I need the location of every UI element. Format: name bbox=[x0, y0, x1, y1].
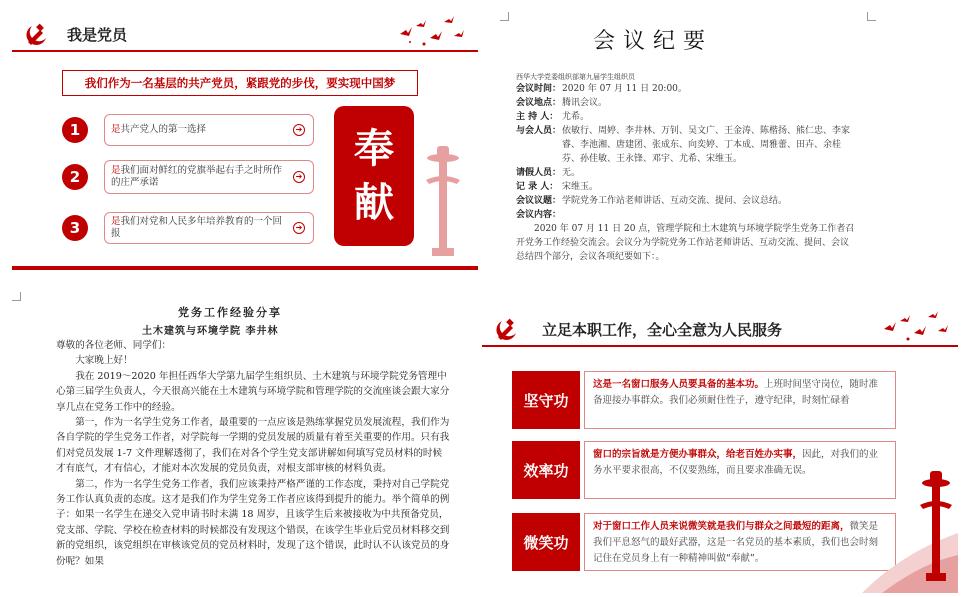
header-divider bbox=[12, 50, 478, 52]
body-paragraph: 第一，作为一名学生党务工作者，最重要的一点应该是熟练掌握党员发展流程，我们作为各自学院的学生党务工作者，对学院每一学期的党员发展的质量有着至关重要的作用。只有我们对党员发展 1-7 文件理解透彻了，我们在对各个学生党支部讲解如何填写党员材料的时候才有底气，才有信心，才能对本次发展的党员负责，对根支部审核的材料负责。 bbox=[56, 417, 450, 475]
skill-tag: 微笑功 bbox=[512, 513, 580, 571]
document-body bbox=[56, 338, 451, 569]
dedication-card bbox=[334, 106, 414, 246]
skill-lead: 窗口的宗旨就是方便办事群众，给老百姓办实事， bbox=[593, 449, 803, 460]
skill-row bbox=[512, 441, 896, 499]
field-row bbox=[516, 124, 856, 166]
field-row bbox=[516, 82, 856, 96]
arrow-right-icon[interactable]: ➔ bbox=[293, 171, 305, 183]
list-item bbox=[62, 114, 320, 146]
body-paragraph: 大家晚上好！ bbox=[75, 355, 133, 367]
footer-bar bbox=[12, 266, 478, 270]
item-number: 1 bbox=[62, 117, 88, 143]
birds-decoration-icon bbox=[874, 307, 954, 343]
skill-description bbox=[584, 513, 896, 571]
field-label: 会议内容： bbox=[516, 210, 562, 220]
field-label: 请假人员： bbox=[516, 168, 562, 178]
field-label: 会议地点： bbox=[516, 98, 562, 108]
slide-title: 我是党员 bbox=[67, 26, 128, 44]
item-box bbox=[104, 212, 314, 244]
slide-title: 立足本职工作，全心全意为人民服务 bbox=[542, 321, 783, 339]
field-value: 无。 bbox=[562, 168, 581, 178]
slide-i-am-party-member bbox=[12, 10, 478, 270]
card-char: 奉 bbox=[354, 125, 394, 172]
field-label: 记 录 人： bbox=[516, 182, 559, 192]
skill-tag: 效率功 bbox=[512, 441, 580, 499]
list-item bbox=[62, 212, 320, 244]
body-paragraph: 尊敬的各位老师、同学们： bbox=[56, 340, 172, 351]
skill-description bbox=[584, 371, 896, 429]
slogan-banner: 我们作为一名基层的共产党员，紧跟党的步伐，要实现中国梦 bbox=[62, 70, 418, 96]
item-highlight: 是 bbox=[111, 124, 121, 136]
field-row bbox=[516, 96, 856, 110]
party-emblem-icon bbox=[24, 22, 48, 46]
document-title: 党务工作经验分享 bbox=[178, 306, 282, 319]
arrow-right-icon[interactable]: ➔ bbox=[293, 222, 305, 234]
skill-text: 上班时间坚守岗位，随时准备迎接办事群众。我们必须耐住性子，遵守纪律，时刻忙碌着 bbox=[593, 379, 879, 406]
field-label: 会议时间： bbox=[516, 84, 562, 94]
list-item bbox=[62, 160, 320, 194]
field-label: 会议议题： bbox=[516, 196, 562, 206]
huabiao-pillar-icon bbox=[916, 463, 956, 583]
experience-sharing-document bbox=[12, 290, 456, 597]
field-row bbox=[516, 180, 856, 194]
item-highlight: 是 bbox=[111, 216, 121, 228]
header-divider bbox=[482, 345, 958, 347]
item-text: 我们面对鲜红的党旗举起右手之时所作的庄严承诺 bbox=[111, 165, 283, 188]
item-number: 2 bbox=[62, 164, 88, 190]
document-title: 会议纪要 bbox=[593, 29, 714, 54]
field-row bbox=[516, 208, 856, 222]
item-text: 共产党人的第一选择 bbox=[120, 124, 207, 136]
party-emblem-icon bbox=[494, 317, 518, 341]
minutes-paragraph: 2020 年 07 月 11 日 20 点，管理学院和土木建筑与环境学院学生党务工作者召开党务工作经验交流会。会议分为学院党务工作站老师讲话、互动交流、提问、会议总结四个部分，会议各项纪要如下：。 bbox=[516, 224, 855, 262]
skill-row bbox=[512, 371, 896, 429]
huabiao-pillar-icon bbox=[420, 140, 466, 260]
field-label: 与会人员： bbox=[516, 126, 562, 136]
item-box bbox=[104, 114, 314, 146]
page-corner-mark bbox=[500, 12, 509, 21]
field-value: 腾讯会议。 bbox=[562, 98, 608, 108]
item-text: 我们对党和人民多年培养教育的一个回报 bbox=[111, 216, 283, 239]
field-value: 2020 年 07 月 11 日 20:00。 bbox=[562, 84, 687, 94]
skill-text: 微笑是我们平息怒气的最好武器，这是一名党员的基本素质，我们也会时刻记住在党员身上有一种精神叫做“奉献”。 bbox=[593, 521, 879, 564]
item-highlight: 是 bbox=[111, 165, 121, 177]
skill-tag: 坚守功 bbox=[512, 371, 580, 429]
minutes-fields bbox=[516, 82, 856, 222]
skill-lead: 这是一名窗口服务人员要具备的基本功。 bbox=[593, 379, 765, 390]
field-row bbox=[516, 166, 856, 180]
birds-decoration-icon bbox=[390, 12, 470, 48]
skill-description bbox=[584, 441, 896, 499]
body-paragraph: 第二，作为一名学生党务工作者，我们应该秉持严格严谨的工作态度，秉持对自己学院党务工作认真负责的态度。这才是我们作为学生党务工作者应该得到提升的能力。举个简单的例子：如果一名学生在递交入党申请书时未满 18 周岁，且该学生后来被接收为中共预备党员，党支部、学院、学校在检查材料的时候都没有发现这个错误，在该学生毕业后党员材料移交到新的党组织，该党组织在审核该党员的党员材料时，发现了这个错误，此时认不认该党员的身份呢？如果 bbox=[56, 478, 450, 567]
document-subtitle: 西华大学党委组织部第九届学生组织员 bbox=[516, 73, 635, 81]
skill-row bbox=[512, 513, 896, 571]
body-paragraph: 我在 2019～2020 年担任西华大学第九届学生组织员、土木建筑与环境学院党务管理中心第三届学生负责人，今天很高兴能在土木建筑与环境学院和管理学院的交流座谈会跟大家分享几点在党务工作中的经验。 bbox=[56, 370, 450, 413]
card-char: 献 bbox=[354, 179, 394, 226]
field-label: 主 持 人： bbox=[516, 112, 559, 122]
skill-text: 因此，对我们的业务水平要求很高，不仅要熟练，而且要求准确无误。 bbox=[593, 449, 879, 476]
field-row bbox=[516, 110, 856, 124]
field-value: 依敏行、周婷、李井林、万钊、吴文广、王金涛、陈楷扬、熊仁忠、李家睿、李池湘、唐建团、张成东、向奕婷、丁本成、周雅蕾、田卉、余桂芬、孙佳敏、王永锋、邓宇、尤希、宋维玉。 bbox=[562, 126, 851, 164]
field-row bbox=[516, 194, 856, 208]
field-value: 宋维玉。 bbox=[562, 182, 599, 192]
page-corner-mark bbox=[867, 12, 876, 21]
skill-lead: 对于窗口工作人员来说微笑就是我们与群众之间最短的距离， bbox=[593, 521, 850, 532]
page-corner-mark bbox=[12, 292, 21, 301]
meeting-minutes-document bbox=[498, 10, 878, 270]
document-author: 土木建筑与环境学院 李井林 bbox=[142, 326, 279, 337]
field-value: 尤希。 bbox=[562, 112, 590, 122]
item-box bbox=[104, 160, 314, 194]
field-value: 学院党务工作站老师讲话、互动交流、提问、会议总结。 bbox=[562, 196, 788, 206]
item-number: 3 bbox=[62, 215, 88, 241]
arrow-right-icon[interactable]: ➔ bbox=[293, 124, 305, 136]
slide-serve-the-people bbox=[482, 303, 958, 595]
